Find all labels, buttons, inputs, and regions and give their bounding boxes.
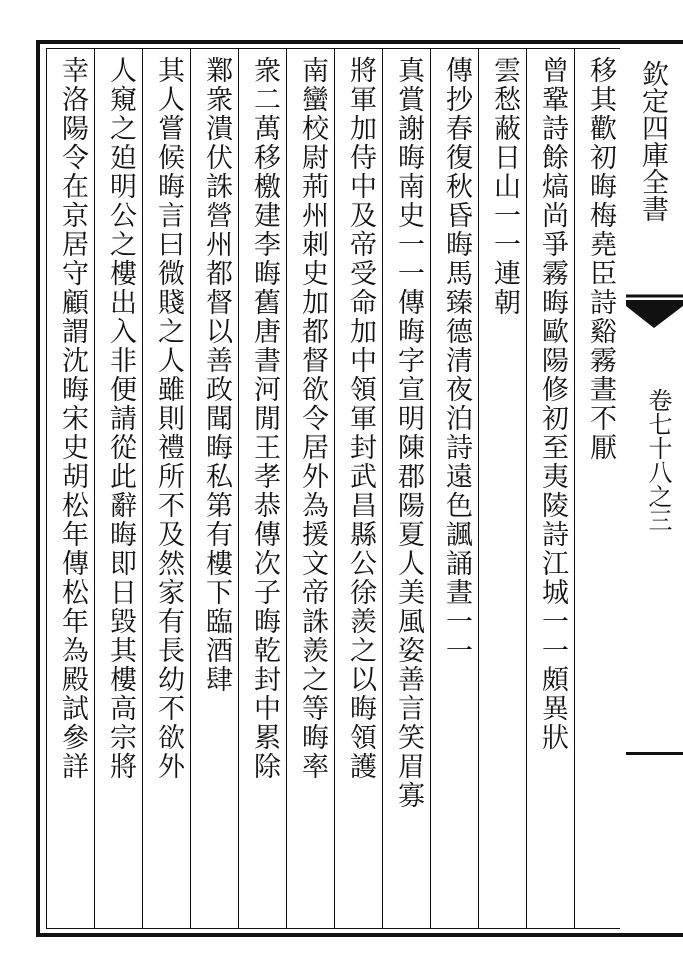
text-column-7: 南蠻校尉荊州刺史加都督欲令居外為援文帝誅羨之等晦率	[297, 56, 328, 781]
column-rule	[334, 48, 335, 929]
fishtail-mark-bottom	[626, 752, 683, 773]
column-rule	[94, 48, 95, 929]
column-rule	[430, 48, 431, 929]
text-column-6: 將軍加侍中及帝受命加中領軍封武昌縣公徐羨之以晦領護	[345, 56, 376, 781]
column-rule	[286, 48, 287, 929]
column-rule	[526, 48, 527, 929]
book-title: 欽定四庫全書	[637, 60, 668, 222]
text-column-3: 雲愁蔽日山一一連朝	[489, 56, 520, 317]
text-column-8: 衆二萬移檄建李晦舊唐書河閒王孝恭傳次子晦乾封中累除	[249, 56, 280, 781]
text-column-12: 幸洛陽令在京居守顧謂沈晦宋史胡松年傳松年為殿試參詳	[57, 56, 88, 781]
column-rule	[238, 48, 239, 929]
text-column-1: 移其歡初晦梅堯臣詩谿霧晝不厭	[585, 56, 616, 462]
column-rule	[190, 48, 191, 929]
fishtail-mark-icon	[626, 292, 683, 332]
text-column-2: 曾鞏詩餘熇尚爭霧晦歐陽修初至夷陵詩江城一一頗異狀	[537, 56, 568, 752]
volume-label: 卷七十八之三	[644, 388, 672, 532]
column-rule	[382, 48, 383, 929]
text-column-5: 真賞謝晦南史一一傳晦字宣明陳郡陽夏人美風姿善言笑眉寡	[393, 56, 424, 810]
column-rule	[478, 48, 479, 929]
column-rule	[574, 48, 575, 929]
text-column-10: 其人嘗候晦言曰微賤之人雖則禮所不及然家有長幼不欲外	[153, 56, 184, 781]
column-rule	[142, 48, 143, 929]
text-column-4: 傳抄春復秋昏晦馬臻德清夜泊詩遠色諷誦晝一一	[441, 56, 472, 665]
text-column-11: 人窺之廹明公之樓出入非便請從此辭晦即日毀其樓高宗將	[105, 56, 136, 781]
text-column-9: 鄴衆潰伏誅營州都督以善政聞晦私第有樓下臨酒肆	[201, 56, 232, 694]
